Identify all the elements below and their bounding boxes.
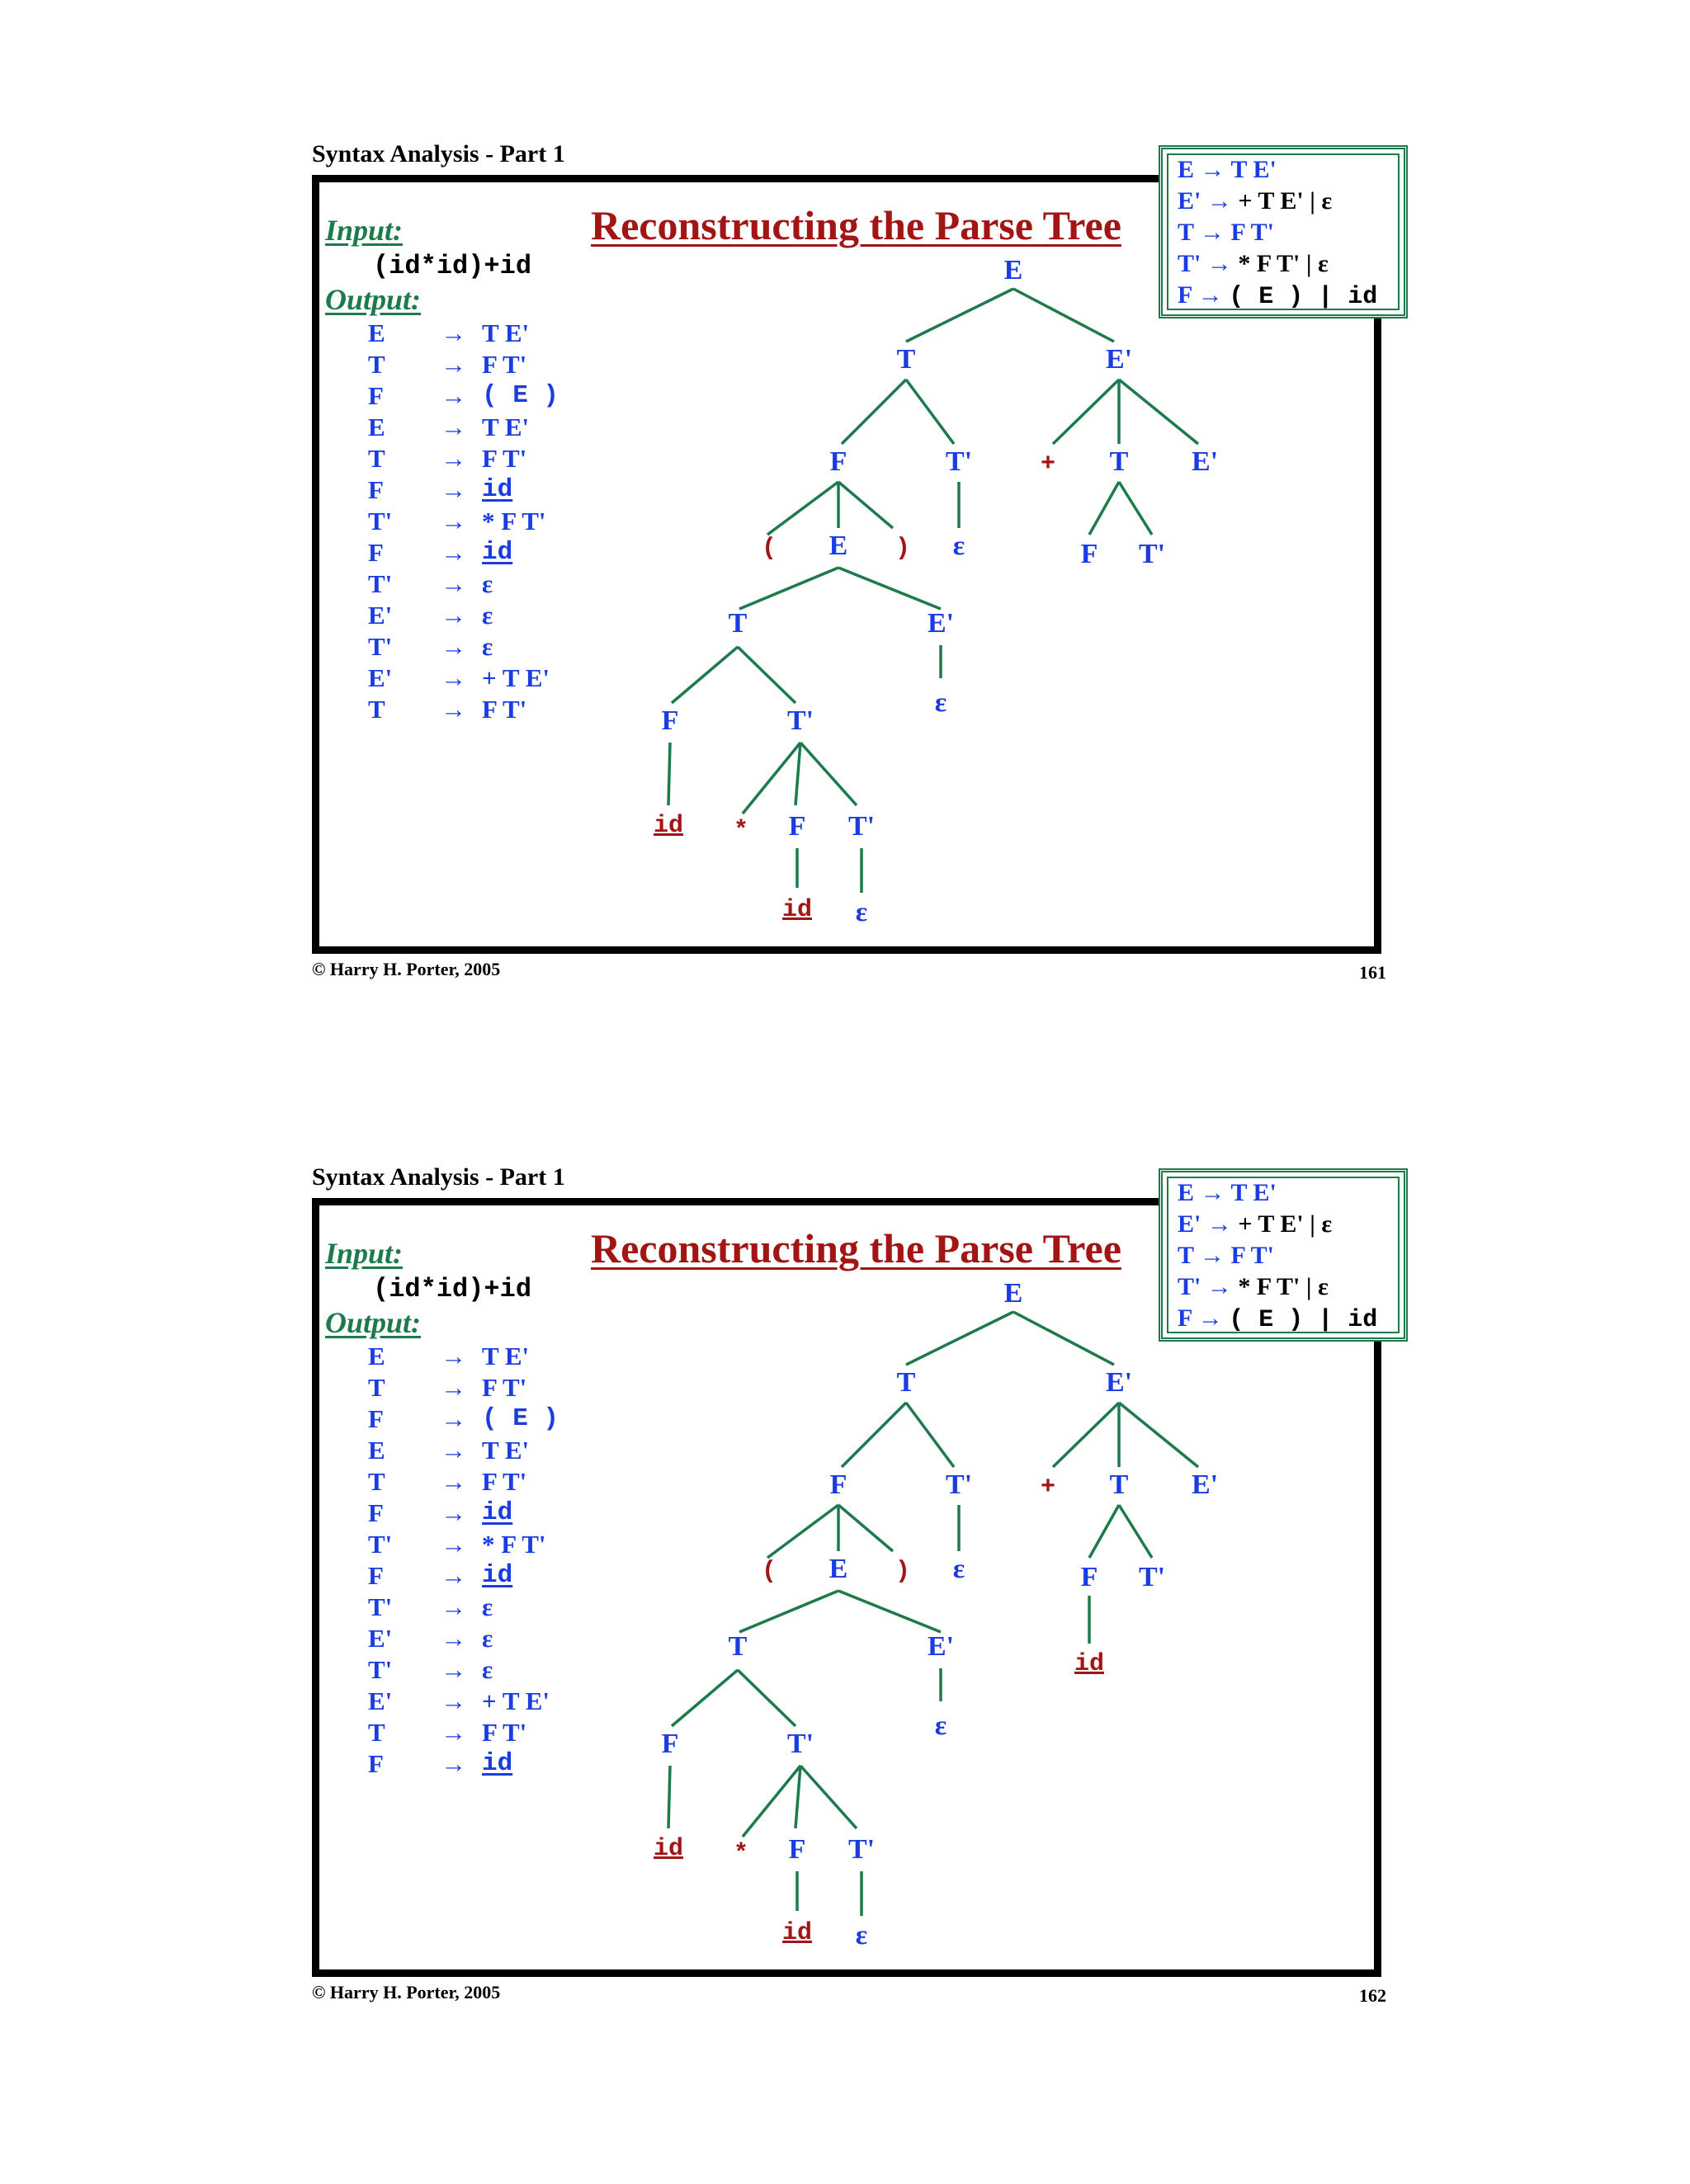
- slide-header: Syntax Analysis - Part 1: [312, 140, 565, 167]
- tree-node: T: [1109, 1469, 1129, 1500]
- tree-node: F: [788, 811, 806, 842]
- parse-tree: [0, 1023, 1690, 2046]
- tree-node: T: [1109, 446, 1129, 477]
- grammar-rule: E → T E': [1178, 1179, 1277, 1206]
- slide-title: Reconstructing the Parse Tree: [591, 202, 1121, 248]
- input-label: Input:: [325, 214, 404, 247]
- tree-epsilon: ε: [855, 1920, 868, 1951]
- tree-edge: [738, 1670, 795, 1726]
- tree-nodes: [654, 255, 1218, 927]
- tree-terminal-id: id: [1074, 1650, 1105, 1678]
- grammar-rule: E → T E': [1178, 156, 1277, 183]
- tree-edge: [906, 380, 954, 444]
- tree-terminal: +: [1040, 450, 1056, 479]
- tree-edge: [738, 647, 795, 703]
- tree-edge: [838, 482, 893, 528]
- grammar-rule: E' → + T E' | ε: [1178, 1210, 1333, 1238]
- tree-node: T: [896, 1367, 916, 1398]
- tree-edge: [672, 1670, 738, 1726]
- tree-edges: [668, 289, 1198, 893]
- tree-edge: [767, 482, 838, 535]
- tree-edge: [838, 568, 941, 609]
- tree-edge: [1053, 380, 1119, 444]
- grammar-rule: F → ( E ) | id: [1178, 1304, 1378, 1334]
- tree-edge: [1089, 482, 1119, 535]
- tree-terminal: (: [761, 1558, 777, 1586]
- output-label: Output:: [325, 1306, 422, 1339]
- tree-node: F: [788, 1834, 806, 1865]
- tree-node: E': [927, 1631, 955, 1662]
- tree-node: T: [728, 608, 748, 639]
- tree-edge: [906, 289, 1013, 342]
- page-number: 162: [1359, 1985, 1386, 2006]
- tree-edge: [842, 380, 906, 444]
- tree-node: T': [1138, 539, 1166, 569]
- tree-epsilon: ε: [952, 1554, 965, 1584]
- tree-terminal: ): [895, 535, 911, 563]
- tree-terminal-id: id: [653, 812, 684, 840]
- tree-node: E: [1003, 255, 1023, 285]
- tree-edges: [668, 1312, 1198, 1916]
- tree-node: E: [828, 1554, 848, 1584]
- tree-edge: [842, 1403, 906, 1467]
- tree-edge: [838, 1505, 893, 1551]
- tree-terminal: *: [733, 1840, 749, 1868]
- tree-node: T': [847, 1834, 876, 1865]
- tree-node: E': [927, 608, 955, 639]
- tree-edge: [800, 743, 857, 805]
- page-number: 161: [1359, 962, 1386, 983]
- tree-edge: [743, 1766, 800, 1837]
- tree-epsilon: ε: [934, 687, 947, 718]
- grammar-rule: E' → + T E' | ε: [1178, 187, 1333, 215]
- tree-node: T: [728, 1631, 748, 1662]
- grammar-rule: T' → * F T' | ε: [1178, 250, 1329, 277]
- tree-edge: [1119, 482, 1152, 535]
- tree-terminal: +: [1040, 1474, 1056, 1502]
- grammar-rule: T' → * F T' | ε: [1178, 1273, 1329, 1300]
- tree-node: T: [896, 344, 916, 375]
- grammar-rule: T → F T': [1178, 1242, 1274, 1269]
- tree-edge: [1013, 289, 1114, 342]
- tree-node: E: [828, 531, 848, 561]
- tree-edge: [668, 743, 670, 805]
- tree-edge: [767, 1505, 838, 1558]
- tree-edge: [739, 568, 838, 609]
- tree-edge: [1053, 1403, 1119, 1467]
- grammar-rule: F → ( E ) | id: [1178, 281, 1378, 311]
- tree-edge: [1119, 380, 1198, 444]
- parse-tree: [0, 0, 1690, 1023]
- tree-node: F: [661, 1729, 679, 1759]
- tree-edge: [668, 1766, 670, 1828]
- slide-title: Reconstructing the Parse Tree: [591, 1225, 1121, 1271]
- tree-edge: [1119, 1505, 1152, 1558]
- tree-nodes: [654, 1278, 1218, 1951]
- slide-header: Syntax Analysis - Part 1: [312, 1163, 565, 1191]
- input-value: (id*id)+id: [373, 1274, 532, 1304]
- tree-edge: [1013, 1312, 1114, 1365]
- tree-edge: [800, 1766, 857, 1828]
- tree-node: F: [1080, 539, 1098, 569]
- input-value: (id*id)+id: [373, 251, 532, 281]
- tree-node: T': [786, 705, 814, 736]
- tree-edge: [795, 1766, 800, 1828]
- tree-edge: [906, 1403, 954, 1467]
- tree-node: F: [1080, 1562, 1098, 1592]
- tree-terminal: (: [761, 535, 777, 563]
- tree-node: E': [1105, 344, 1133, 375]
- slide-161: Syntax Analysis - Part 1 Reconstructing the Parse Tree Input: (id*id)+id Output: E → T E' T → F T' F → ( E ) E → T E' T → F T' F → id T' → * F T' F → id T' → ε E' → ε T' → ε E' → + T E' T → F T' E → T E' E' → + T E' | ε T → F T' T' → * F T' | ε F → ( E ) | id © Harry H. Porter, 2005 161 E T E' F T' + T E' ( E ) ε F T' T E' ε F T' id * F T' id ε: [0, 0, 1690, 1023]
- tree-node: T': [945, 446, 973, 477]
- tree-epsilon: ε: [934, 1710, 947, 1741]
- tree-node: E': [1191, 446, 1219, 477]
- slide-162: Syntax Analysis - Part 1 Reconstructing the Parse Tree Input: (id*id)+id Output: E → T E' T → F T' F → ( E ) E → T E' T → F T' F → id T' → * F T' F → id T' → ε E' → ε T' → ε E' → + T E' T → F T' F → id E → T E' E' → + T E' | ε T → F T' T' → * F T' | ε F → ( E ) | id © Harry H. Porter, 2005 162 E T E' F T' + T E' ( E ) ε F T' T E' ε F T' id * F T' id ε id: [0, 1023, 1690, 2046]
- tree-edge: [795, 743, 800, 805]
- tree-terminal: *: [733, 817, 749, 845]
- tree-epsilon: ε: [855, 897, 868, 927]
- tree-terminal-id: id: [781, 896, 813, 924]
- tree-terminal: ): [895, 1558, 911, 1586]
- tree-node: F: [661, 705, 679, 736]
- copyright: © Harry H. Porter, 2005: [312, 959, 501, 979]
- output-label: Output:: [325, 283, 422, 316]
- tree-edge: [838, 1591, 941, 1632]
- tree-node: E: [1003, 1278, 1023, 1309]
- tree-edge: [906, 1312, 1013, 1365]
- tree-terminal-id: id: [653, 1835, 684, 1863]
- copyright: © Harry H. Porter, 2005: [312, 1982, 501, 2002]
- tree-node: E': [1105, 1367, 1133, 1398]
- tree-edge: [1089, 1505, 1119, 1558]
- tree-epsilon: ε: [952, 531, 965, 561]
- tree-node: E': [1191, 1469, 1219, 1500]
- tree-edge: [739, 1591, 838, 1632]
- tree-node: F: [829, 446, 847, 477]
- tree-edge: [743, 743, 800, 814]
- grammar-rule: T → F T': [1178, 219, 1274, 246]
- tree-node: T': [847, 811, 876, 842]
- tree-node: F: [829, 1469, 847, 1500]
- tree-node: T': [945, 1469, 973, 1500]
- tree-node: T': [1138, 1562, 1166, 1592]
- tree-terminal-id: id: [781, 1919, 813, 1947]
- input-label: Input:: [325, 1237, 404, 1270]
- tree-edge: [672, 647, 738, 703]
- tree-node: T': [786, 1729, 814, 1759]
- tree-edge: [1119, 1403, 1198, 1467]
